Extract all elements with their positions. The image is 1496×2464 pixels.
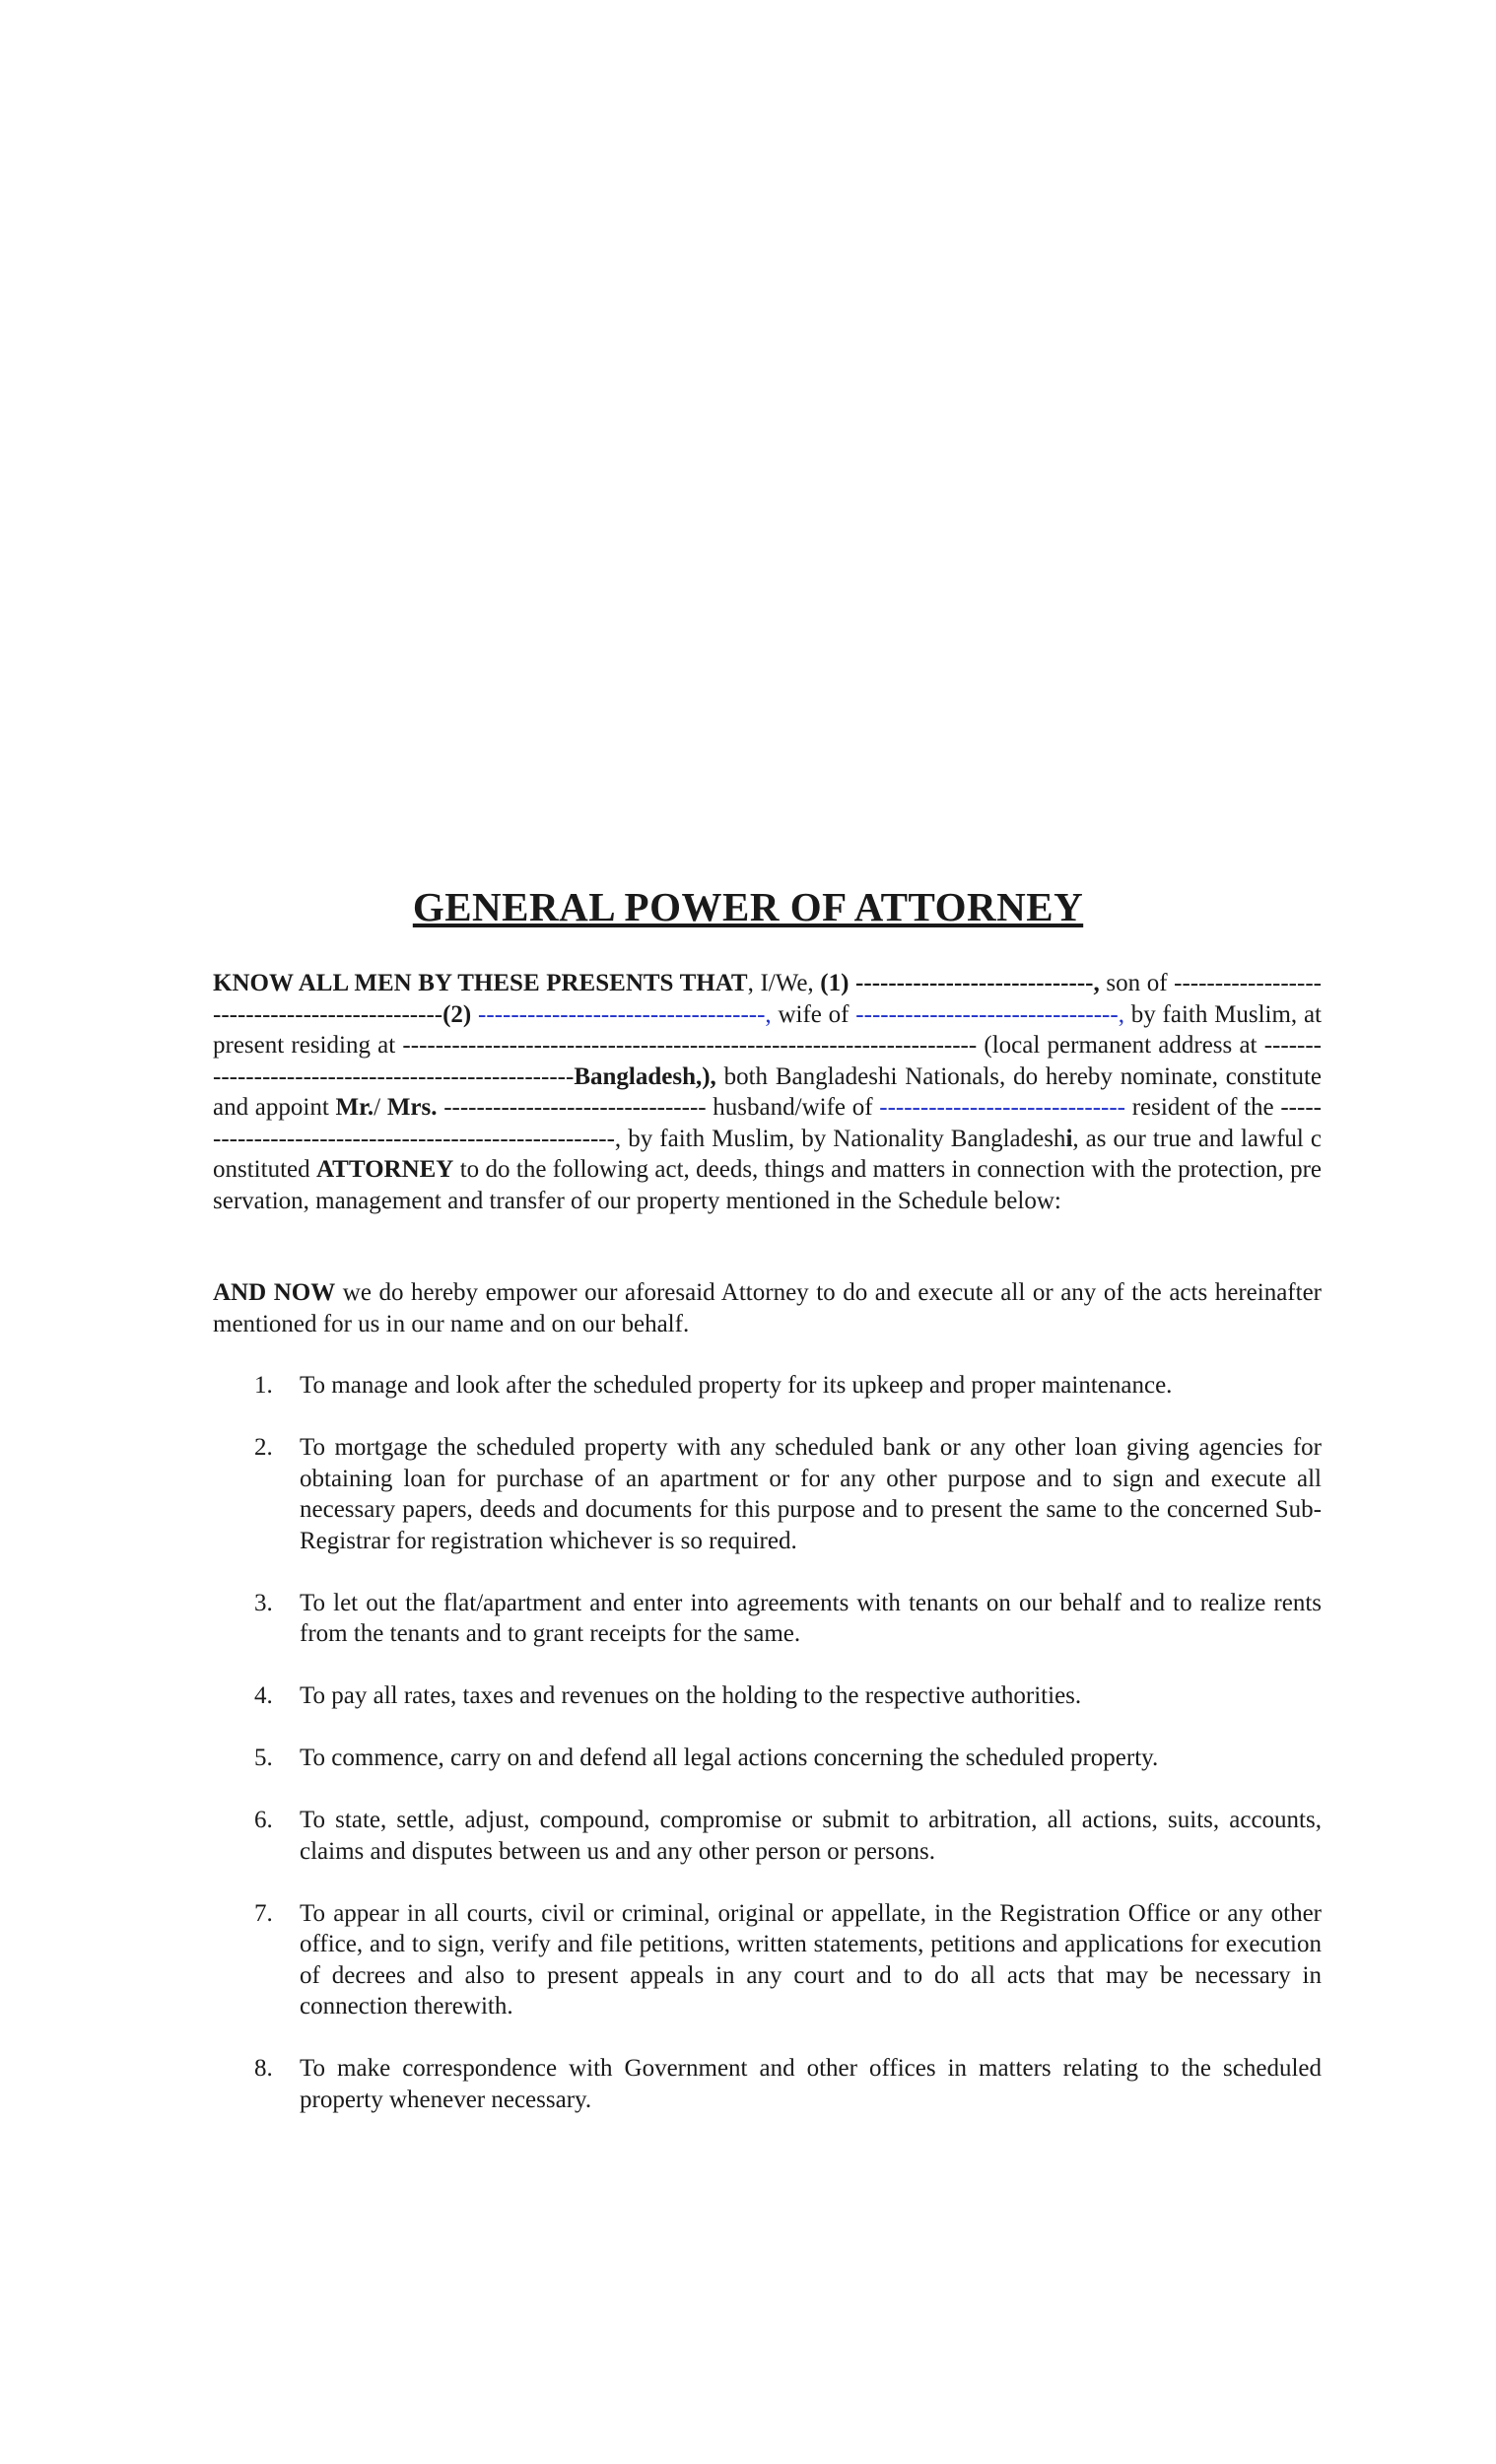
item-text: To commence, carry on and defend all legal actions concerning the scheduled property.: [300, 1745, 1159, 1771]
list-item: [213, 1898, 1322, 2022]
item-number: 2.: [254, 1434, 273, 1461]
blank-name-2: (2): [442, 1000, 472, 1028]
item-number: 3.: [254, 1589, 273, 1616]
item-number: 7.: [254, 1899, 273, 1927]
item-text: To make correspondence with Government and other offices in matters relating to the scheduled property whenever necessary.: [300, 2055, 1322, 2113]
list-item: [213, 2053, 1322, 2115]
list-item: [213, 1588, 1322, 1650]
country-bangladesh: Bangladesh,),: [574, 1062, 716, 1090]
item-text: To manage and look after the scheduled property for its upkeep and proper maintenance.: [300, 1372, 1173, 1399]
item-text: To pay all rates, taxes and revenues on the holding to the respective authorities.: [300, 1682, 1082, 1709]
list-item: [213, 1432, 1322, 1556]
blank-name-1: (1) -----------------------------,: [820, 970, 1100, 996]
blank-name-2-field: -----------------------------------,: [471, 1000, 772, 1028]
item-number: 1.: [254, 1372, 273, 1399]
and-now-lead: AND NOW: [213, 1279, 336, 1306]
list-item: [213, 1680, 1322, 1712]
and-now-paragraph: AND NOW we do hereby empower our aforesaid Attorney to do and execute all or any of the acts hereinafter mentioned for us in our name and on our behalf.: [213, 1279, 1322, 1337]
blank-wife-of: --------------------------------,: [855, 1000, 1124, 1028]
item-text: To state, settle, adjust, compound, compromise or submit to arbitration, all actions, suits, accounts, claims and disputes between us and any other person or persons.: [300, 1807, 1322, 1865]
intro-paragraph: KNOW ALL MEN BY THESE PRESENTS THAT, I/We, (1) -----------------------------, son of ----------------------------------------------(2) -----------------------------------, wife of --------------------------------, by faith Muslim, at present residing at ---------------------------------------------------------------------- (local permanent address at ---------------------------------------------------Bangladesh,), both Bangladeshi Nationals, do hereby nominate, constitute and appoint Mr./ Mrs. -------------------------------- husband/wife of ------------------------------ resident of the ------------------------------------------------------, by faith Muslim, by Nationality Bangladeshi, as our true and lawful constituted ATTORNEY to do the following act, deeds, things and matters in connection with the protection, preservation, management and transfer of our property mentioned in the Schedule below:: [213, 970, 1322, 1214]
list-item: [213, 1805, 1322, 1867]
item-number: 8.: [254, 2055, 273, 2082]
item-text: To let out the flat/apartment and enter into agreements with tenants on our behalf and to realize rents from the tenants and to grant receipts for the same.: [300, 1589, 1322, 1647]
attorney-word: ATTORNEY: [315, 1156, 454, 1183]
item-number: 6.: [254, 1807, 273, 1833]
blank-husband-wife-of: ------------------------------: [879, 1094, 1126, 1121]
list-item: [213, 1370, 1322, 1402]
item-number: 4.: [254, 1682, 273, 1709]
intro-lead: KNOW ALL MEN BY THESE PRESENTS THAT: [213, 970, 748, 996]
document-title: GENERAL POWER OF ATTORNEY: [412, 884, 1084, 929]
item-number: 5.: [254, 1745, 273, 1771]
list-item: [213, 1743, 1322, 1774]
item-text: To mortgage the scheduled property with any scheduled bank or any other loan giving agencies for obtaining loan for purchase of an apartment or for any other purpose and to sign and execute all necessary papers, deeds and documents for this purpose and to present the same to the concerned Sub-Registrar for registration whichever is so required.: [300, 1434, 1322, 1554]
item-text: To appear in all courts, civil or criminal, original or appellate, in the Registration Office or any other office, and to sign, verify and file petitions, written statements, petitions and applications for execution of decrees and also to present appeals in any court and to do all acts that may be necessary in connection therewith.: [300, 1899, 1322, 2019]
powers-list: [213, 1370, 1322, 2147]
